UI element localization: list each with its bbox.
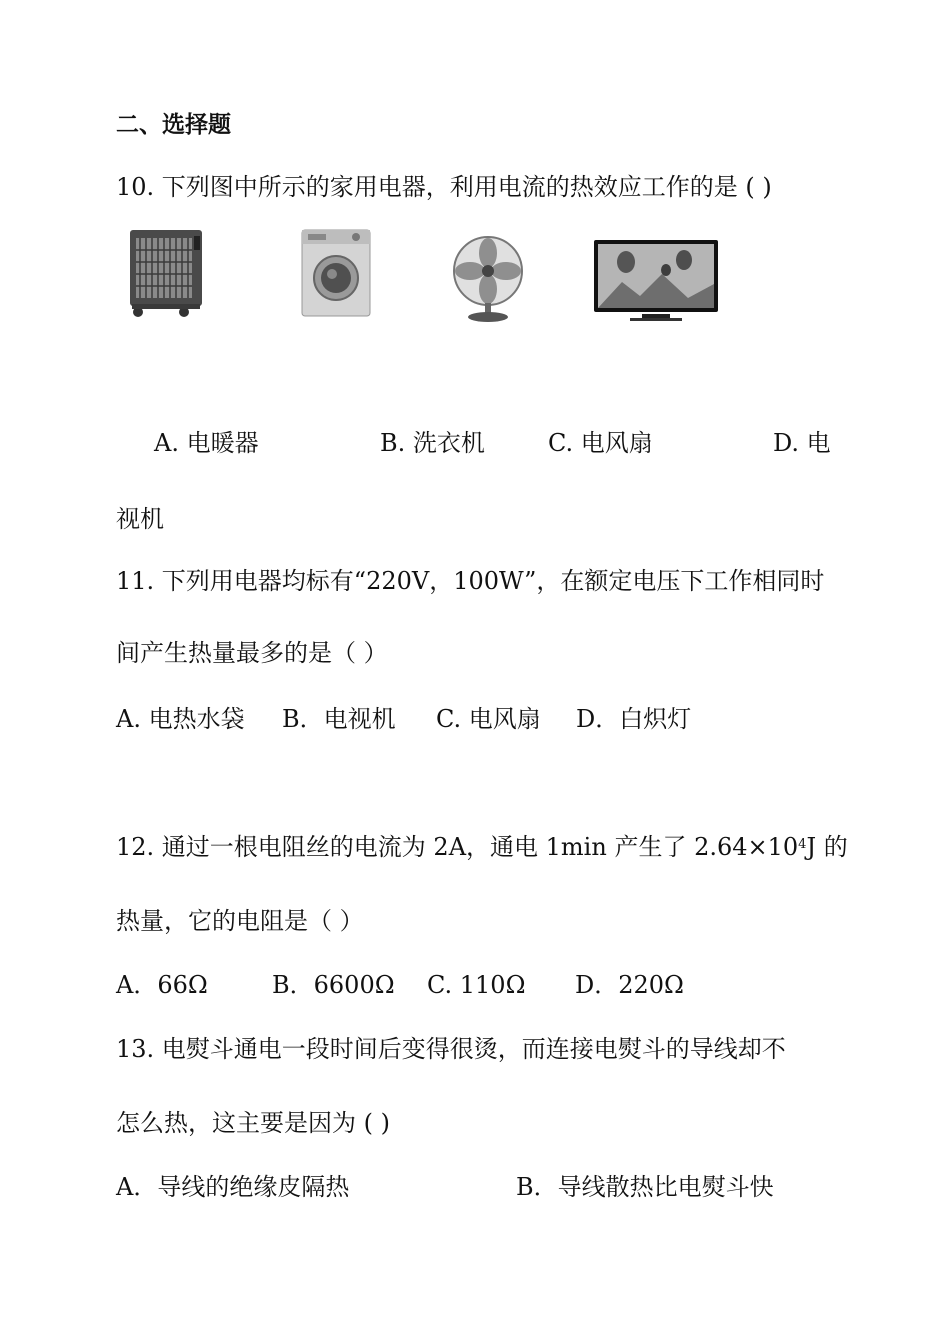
q13-option-b: B．导线散热比电熨斗快 bbox=[516, 1173, 774, 1201]
q12-option-d: D．220Ω bbox=[575, 971, 684, 999]
q12-option-b: B．6600Ω bbox=[272, 971, 395, 999]
q12-option-c: C. 110Ω bbox=[427, 971, 526, 999]
question-11-line2: 间产生热量最多的是（ ） bbox=[116, 639, 388, 667]
q10-option-d: D. 电 bbox=[773, 429, 831, 457]
q11-option-d: D．白炽灯 bbox=[576, 705, 692, 733]
electric-heater-image bbox=[126, 226, 206, 320]
q11-option-b: B．电视机 bbox=[282, 705, 396, 733]
q11-option-a: A. 电热水袋 bbox=[116, 705, 245, 733]
question-10-stem: 10. 下列图中所示的家用电器，利用电流的热效应工作的是 ( ) bbox=[116, 173, 772, 201]
q12-option-a: A．66Ω bbox=[116, 971, 208, 999]
question-12-line2: 热量，它的电阻是（ ） bbox=[116, 907, 364, 935]
washing-machine-image bbox=[300, 228, 372, 318]
q10-option-a: A. 电暖器 bbox=[154, 429, 259, 457]
question-13-line2: 怎么热，这主要是因为 ( ) bbox=[116, 1109, 390, 1137]
section-title: 二、选择题 bbox=[116, 111, 231, 138]
q10-option-d-wrap: 视机 bbox=[116, 505, 164, 533]
q11-option-c: C. 电风扇 bbox=[436, 705, 541, 733]
question-13-line1: 13. 电熨斗通电一段时间后变得很烫，而连接电熨斗的导线却不 bbox=[116, 1035, 786, 1063]
question-12-line1: 12. 通过一根电阻丝的电流为 2A，通电 1min 产生了 $2.64\times 10^4J$ 的 bbox=[116, 833, 848, 861]
question-11-line1: 11. 下列用电器均标有“220V，100W”，在额定电压下工作相同时 bbox=[116, 567, 825, 595]
electric-fan-image bbox=[450, 233, 526, 323]
q13-option-a: A．导线的绝缘皮隔热 bbox=[116, 1173, 350, 1201]
q10-option-c: C. 电风扇 bbox=[548, 429, 653, 457]
q10-option-b: B. 洗衣机 bbox=[380, 429, 485, 457]
television-image bbox=[592, 238, 720, 324]
